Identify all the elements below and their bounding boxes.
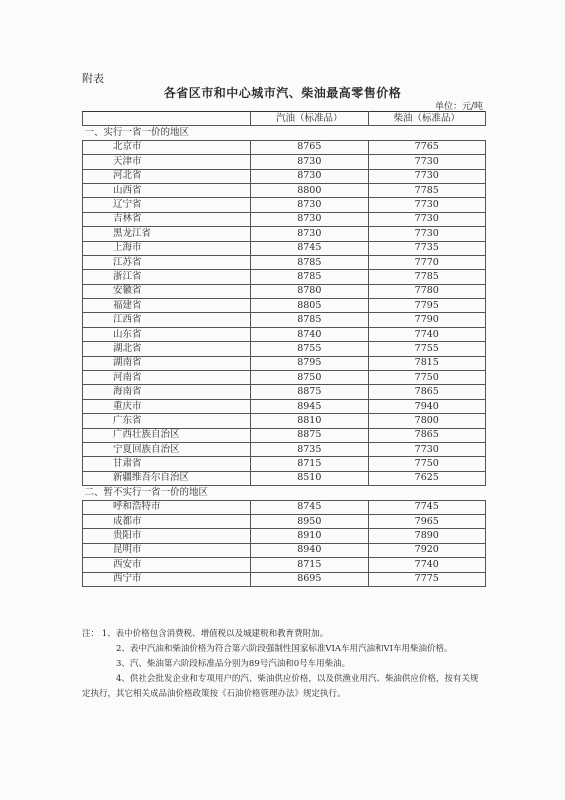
gasoline-price: 8875 [251, 428, 368, 442]
table-row [83, 327, 486, 341]
table-row [83, 371, 486, 385]
diesel-price: 7730 [368, 212, 485, 226]
diesel-price: 7755 [368, 342, 485, 356]
diesel-price: 7740 [368, 558, 485, 572]
table-row [83, 299, 486, 313]
table-group-row [83, 126, 486, 140]
annex-label: 附表 [82, 72, 104, 85]
table-row [83, 514, 486, 528]
region-name: 福建省 [83, 299, 251, 313]
diesel-price: 7790 [368, 313, 485, 327]
group-label: 一、实行一省一价的地区 [83, 126, 486, 140]
header-region [83, 112, 251, 126]
price-table [82, 111, 486, 587]
gasoline-price: 8730 [251, 169, 368, 183]
table-row [83, 212, 486, 226]
gasoline-price: 8695 [251, 572, 368, 586]
diesel-price: 7735 [368, 241, 485, 255]
table-row [83, 183, 486, 197]
region-name: 新疆维吾尔自治区 [83, 471, 251, 485]
region-name: 浙江省 [83, 270, 251, 284]
gasoline-price: 8755 [251, 342, 368, 356]
gasoline-price: 8805 [251, 299, 368, 313]
gasoline-price: 8740 [251, 327, 368, 341]
region-name: 湖南省 [83, 356, 251, 370]
diesel-price: 7745 [368, 500, 485, 514]
gasoline-price: 8910 [251, 529, 368, 543]
region-name: 西宁市 [83, 572, 251, 586]
table-row [83, 572, 486, 586]
region-name: 西安市 [83, 558, 251, 572]
document-title: 各省区市和中心城市汽、柴油最高零售价格 [163, 86, 402, 100]
diesel-price: 7940 [368, 399, 485, 413]
gasoline-price: 8735 [251, 442, 368, 456]
table-row [83, 529, 486, 543]
diesel-price: 7770 [368, 255, 485, 269]
diesel-price: 7890 [368, 529, 485, 543]
table-row [83, 169, 486, 183]
table-row [83, 241, 486, 255]
diesel-price: 7780 [368, 284, 485, 298]
region-name: 成都市 [83, 514, 251, 528]
table-row [83, 284, 486, 298]
region-name: 黑龙江省 [83, 227, 251, 241]
gasoline-price: 8785 [251, 313, 368, 327]
gasoline-price: 8730 [251, 227, 368, 241]
notes-section [82, 627, 486, 702]
unit-label: 单位：元/吨 [434, 102, 483, 112]
diesel-price: 7775 [368, 572, 485, 586]
table-row [83, 414, 486, 428]
region-name: 上海市 [83, 241, 251, 255]
region-name: 广东省 [83, 414, 251, 428]
table-row [83, 227, 486, 241]
diesel-price: 7795 [368, 299, 485, 313]
table-row [83, 155, 486, 169]
gasoline-price: 8950 [251, 514, 368, 528]
gasoline-price: 8945 [251, 399, 368, 413]
header-diesel: 柴油（标准品） [368, 112, 485, 126]
gasoline-price: 8780 [251, 284, 368, 298]
gasoline-price: 8730 [251, 212, 368, 226]
table-row [83, 255, 486, 269]
table-row [83, 500, 486, 514]
diesel-price: 7785 [368, 270, 485, 284]
table-row [83, 198, 486, 212]
table-row [83, 442, 486, 456]
diesel-price: 7765 [368, 140, 485, 154]
region-name: 天津市 [83, 155, 251, 169]
region-name: 呼和浩特市 [83, 500, 251, 514]
gasoline-price: 8715 [251, 457, 368, 471]
table-row [83, 558, 486, 572]
group-label: 二、暂不实行一省一价的地区 [83, 486, 486, 500]
table-row [83, 399, 486, 413]
header-gasoline: 汽油（标准品） [251, 112, 368, 126]
region-name: 重庆市 [83, 399, 251, 413]
diesel-price: 7625 [368, 471, 485, 485]
region-name: 河北省 [83, 169, 251, 183]
region-name: 昆明市 [83, 543, 251, 557]
region-name: 山西省 [83, 183, 251, 197]
diesel-price: 7740 [368, 327, 485, 341]
region-name: 甘肃省 [83, 457, 251, 471]
gasoline-price: 8765 [251, 140, 368, 154]
region-name: 湖北省 [83, 342, 251, 356]
gasoline-price: 8785 [251, 255, 368, 269]
table-row [83, 385, 486, 399]
table-row [83, 342, 486, 356]
table-row [83, 457, 486, 471]
table-group-row [83, 486, 486, 500]
gasoline-price: 8795 [251, 356, 368, 370]
diesel-price: 7730 [368, 227, 485, 241]
table-row [83, 270, 486, 284]
diesel-price: 7800 [368, 414, 485, 428]
region-name: 辽宁省 [83, 198, 251, 212]
region-name: 海南省 [83, 385, 251, 399]
gasoline-price: 8785 [251, 270, 368, 284]
table-row [83, 471, 486, 485]
diesel-price: 7865 [368, 385, 485, 399]
region-name: 宁夏回族自治区 [83, 442, 251, 456]
gasoline-price: 8750 [251, 371, 368, 385]
region-name: 江西省 [83, 313, 251, 327]
note-1: 注： 1、表中价格包含消费税、增值税以及城建税和教育费附加。 [82, 629, 329, 639]
gasoline-price: 8510 [251, 471, 368, 485]
table-row [83, 428, 486, 442]
region-name: 广西壮族自治区 [83, 428, 251, 442]
gasoline-price: 8745 [251, 241, 368, 255]
diesel-price: 7750 [368, 457, 485, 471]
diesel-price: 7785 [368, 183, 485, 197]
diesel-price: 7750 [368, 371, 485, 385]
region-name: 山东省 [83, 327, 251, 341]
note-4: 4、供社会批发企业和专项用户的汽、柴油供应价格，以及供渔业用汽、柴油供应价格，按有关规定执行，其它相关成品油价格政策按《石油价格管理办法》规定执行。 [82, 674, 479, 699]
table-row [83, 313, 486, 327]
table-row [83, 356, 486, 370]
region-name: 河南省 [83, 371, 251, 385]
gasoline-price: 8715 [251, 558, 368, 572]
gasoline-price: 8730 [251, 198, 368, 212]
diesel-price: 7920 [368, 543, 485, 557]
diesel-price: 7730 [368, 155, 485, 169]
gasoline-price: 8810 [251, 414, 368, 428]
gasoline-price: 8730 [251, 155, 368, 169]
diesel-price: 7815 [368, 356, 485, 370]
gasoline-price: 8800 [251, 183, 368, 197]
gasoline-price: 8875 [251, 385, 368, 399]
diesel-price: 7965 [368, 514, 485, 528]
region-name: 吉林省 [83, 212, 251, 226]
region-name: 安徽省 [83, 284, 251, 298]
table-header-row [83, 112, 486, 126]
region-name: 江苏省 [83, 255, 251, 269]
diesel-price: 7730 [368, 442, 485, 456]
region-name: 北京市 [83, 140, 251, 154]
note-2: 2、表中汽油和柴油价格为符合第六阶段强制性国家标准VIA车用汽油和VI车用柴油价格。 [116, 644, 453, 654]
diesel-price: 7730 [368, 169, 485, 183]
region-name: 贵阳市 [83, 529, 251, 543]
gasoline-price: 8940 [251, 543, 368, 557]
note-3: 3、汽、柴油第六阶段标准品分别为89号汽油和0号车用柴油。 [116, 659, 351, 669]
table-row [83, 140, 486, 154]
diesel-price: 7730 [368, 198, 485, 212]
diesel-price: 7865 [368, 428, 485, 442]
gasoline-price: 8745 [251, 500, 368, 514]
table-row [83, 543, 486, 557]
